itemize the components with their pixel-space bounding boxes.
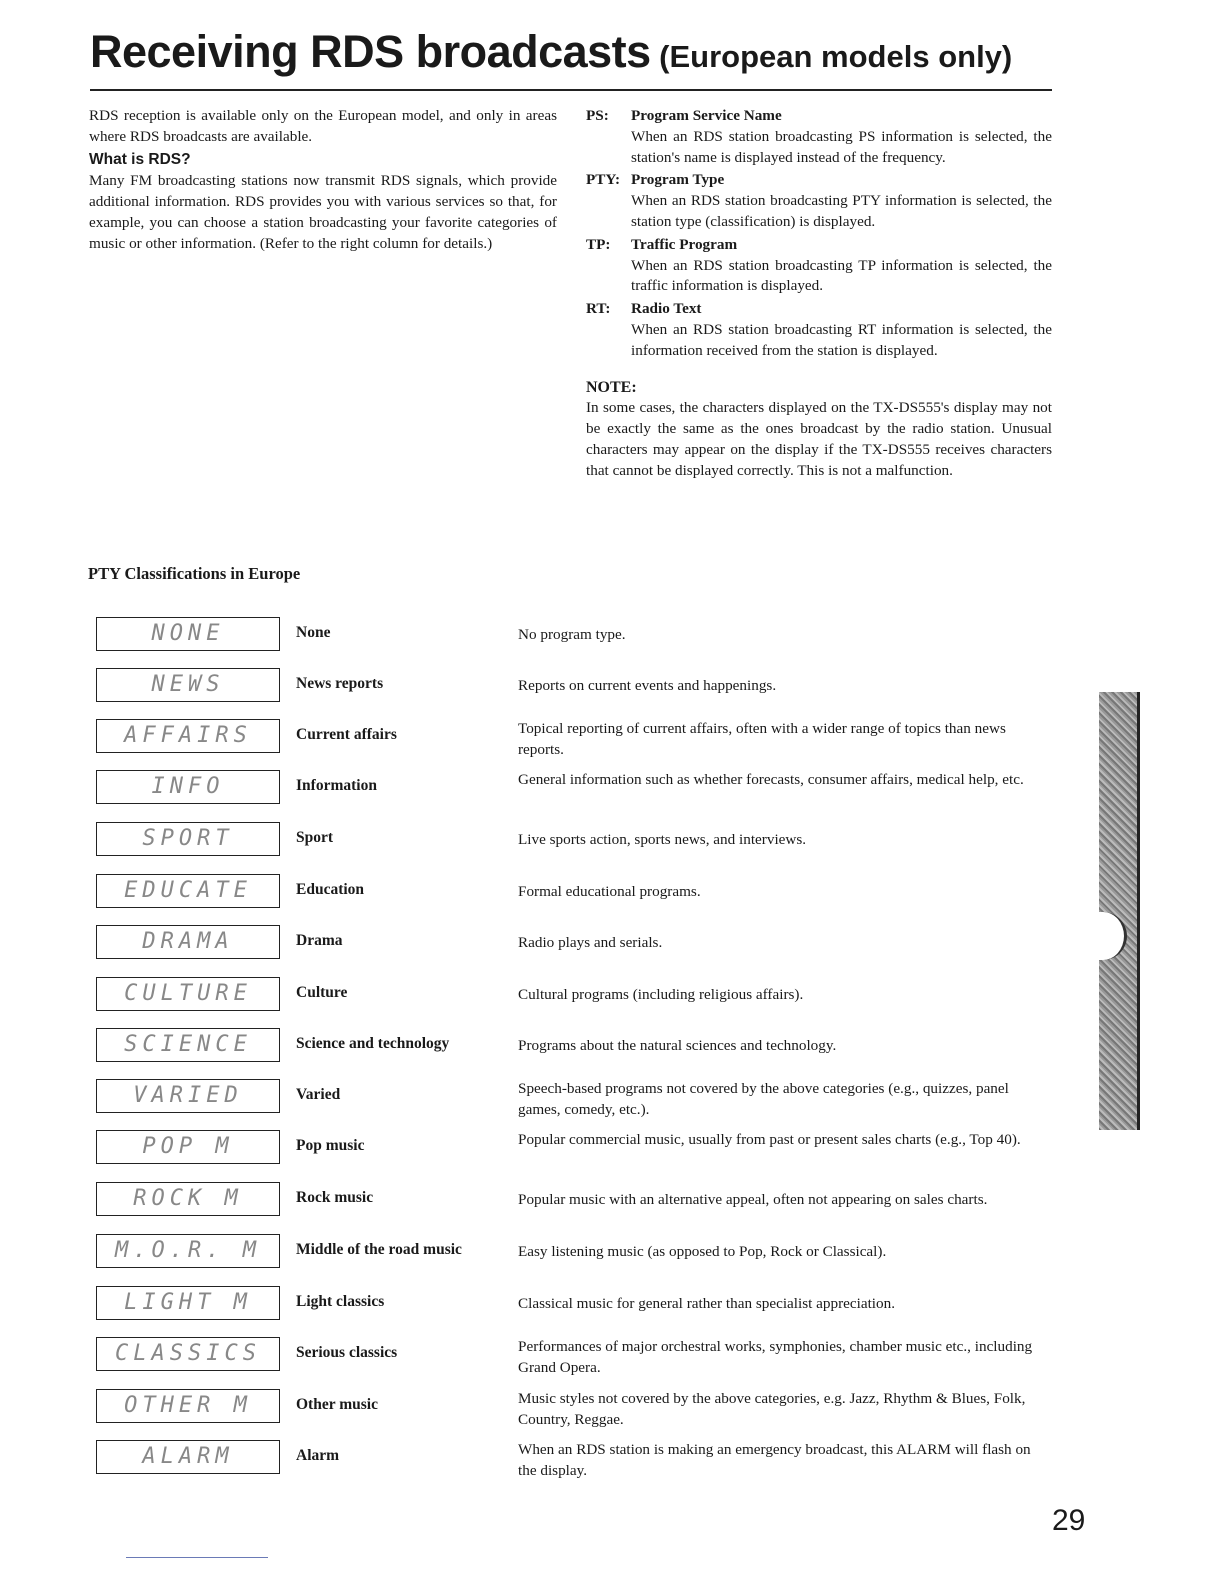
pty-description: Classical music for general rather than specialist appreciation.: [518, 1295, 896, 1312]
title-main: Receiving RDS broadcasts: [90, 26, 651, 77]
pty-row: [92, 925, 1052, 971]
lcd-display: VARIED: [96, 1079, 280, 1113]
term-name: Program Service Name: [631, 107, 782, 124]
intro-column: [89, 106, 557, 255]
pty-description: When an RDS station is making an emergency broadcast, this ALARM will flash on the display.: [518, 1441, 1031, 1479]
term-name: Program Type: [631, 171, 725, 189]
term-abbr: TP:: [586, 235, 611, 253]
footer-rule: [126, 1557, 268, 1558]
lcd-display: M.O.R. M: [96, 1234, 280, 1268]
section-edge-tab: [1099, 692, 1140, 1130]
note-text: In some cases, the characters displayed on the TX-DS555's display may not be exactly the same as the ones broadcast by the radio station. Unusual characters may appear on the display if the TX-DS555 receives characters that cannot be displayed correctly. This is not a malfunction.: [586, 399, 1052, 479]
pty-row: [92, 719, 1052, 765]
pty-description: Radio plays and serials.: [518, 934, 663, 951]
term-name: Radio Text: [631, 300, 702, 318]
pty-row: [92, 1440, 1052, 1486]
lcd-display: POP M: [96, 1130, 280, 1164]
pty-description: Topical reporting of current affairs, often with a wider range of topics than news reports.: [518, 720, 1006, 758]
pty-description: Formal educational programs.: [518, 883, 701, 900]
term-abbr: RT:: [586, 300, 611, 318]
pty-category: Sport: [296, 829, 334, 846]
pty-row: [92, 1286, 1052, 1332]
pty-category: Serious classics: [296, 1344, 398, 1361]
pty-row: [92, 874, 1052, 920]
pty-row: [92, 1234, 1052, 1280]
lcd-display: INFO: [96, 770, 280, 804]
pty-row: [92, 1389, 1052, 1435]
pty-row: [92, 617, 1052, 663]
terms-column: [586, 106, 1052, 482]
pty-category: News reports: [296, 675, 384, 692]
lcd-display: EDUCATE: [96, 874, 280, 908]
term-name: Traffic Program: [631, 235, 738, 253]
term-pty: [586, 170, 1052, 232]
term-desc: When an RDS station broadcasting TP information is selected, the traffic information is displayed.: [631, 256, 1052, 295]
pty-description: Live sports action, sports news, and interviews.: [518, 831, 807, 848]
lcd-display: ALARM: [96, 1440, 280, 1474]
availability-text: RDS reception is available only on the European model, and only in areas where RDS broadcasts are available.: [89, 107, 557, 145]
term-rt: [586, 299, 1052, 361]
lcd-display: CLASSICS: [96, 1337, 280, 1371]
pty-description: General information such as whether forecasts, consumer affairs, medical help, etc.: [518, 771, 1024, 788]
lcd-display: DRAMA: [96, 925, 280, 959]
pty-category: None: [296, 624, 331, 641]
pty-category: Alarm: [296, 1447, 340, 1464]
term-abbr: PS:: [586, 107, 609, 124]
pty-category: Drama: [296, 932, 343, 949]
pty-category: Pop music: [296, 1137, 365, 1154]
pty-category: Varied: [296, 1086, 341, 1103]
pty-row: [92, 1079, 1052, 1125]
note-label: NOTE:: [586, 378, 637, 396]
lcd-display: CULTURE: [96, 977, 280, 1011]
lcd-display: NONE: [96, 617, 280, 651]
pty-description: Speech-based programs not covered by the above categories (e.g., quizzes, panel games, comedy, etc.).: [518, 1080, 1009, 1118]
pty-category: Other music: [296, 1396, 378, 1413]
pty-description: Cultural programs (including religious affairs).: [518, 986, 804, 1003]
pty-row: [92, 1182, 1052, 1228]
rds-description: Many FM broadcasting stations now transmit RDS signals, which provide additional information. RDS provides you with various services so that, for example, you can choose a station broadcasting your favorite categories of music or other information. (Refer to the right column for details.): [89, 172, 557, 252]
lcd-display: AFFAIRS: [96, 719, 280, 753]
pty-description: Popular commercial music, usually from past or present sales charts (e.g., Top 40).: [518, 1131, 1021, 1148]
pty-category: Information: [296, 777, 377, 794]
title-sub: (European models only): [659, 39, 1013, 74]
term-tp: [586, 235, 1052, 297]
pty-description: Easy listening music (as opposed to Pop, Rock or Classical).: [518, 1243, 887, 1260]
lcd-display: OTHER M: [96, 1389, 280, 1423]
title-divider: [90, 89, 1052, 91]
lcd-display: NEWS: [96, 668, 280, 702]
lcd-display: SPORT: [96, 822, 280, 856]
pty-description: Music styles not covered by the above categories, e.g. Jazz, Rhythm & Blues, Folk, Country, Reggae.: [518, 1390, 1026, 1428]
lcd-display: ROCK M: [96, 1182, 280, 1216]
page-number: 29: [1052, 1504, 1086, 1537]
term-desc: When an RDS station broadcasting PTY information is selected, the station type (classification) is displayed.: [631, 192, 1052, 230]
pty-category: Light classics: [296, 1293, 385, 1310]
pty-row: [92, 822, 1052, 868]
term-desc: When an RDS station broadcasting RT information is selected, the information received from the station is displayed.: [631, 320, 1052, 359]
pty-row: [92, 1337, 1052, 1383]
pty-category: Education: [296, 881, 365, 898]
pty-category: Science and technology: [296, 1035, 450, 1052]
term-abbr: PTY:: [586, 171, 621, 189]
pty-description: No program type.: [518, 626, 626, 643]
page-title: [90, 26, 1050, 78]
term-desc: When an RDS station broadcasting PS information is selected, the station's name is displayed instead of the frequency.: [631, 127, 1052, 166]
pty-row: [92, 1028, 1052, 1074]
pty-category: Rock music: [296, 1189, 374, 1206]
term-ps: [586, 106, 1052, 168]
pty-description: Performances of major orchestral works, symphonies, chamber music etc., including Grand Opera.: [518, 1338, 1033, 1376]
pty-category: Current affairs: [296, 726, 397, 743]
pty-row: [92, 1130, 1052, 1176]
pty-heading: PTY Classifications in Europe: [88, 564, 301, 583]
note-block: [586, 378, 1052, 482]
pty-row: [92, 770, 1052, 816]
pty-category: Culture: [296, 984, 348, 1001]
pty-row: [92, 977, 1052, 1023]
what-is-rds-heading: What is RDS?: [89, 150, 191, 168]
pty-description: Reports on current events and happenings.: [518, 677, 777, 694]
lcd-display: LIGHT M: [96, 1286, 280, 1320]
pty-row: [92, 668, 1052, 714]
lcd-display: SCIENCE: [96, 1028, 280, 1062]
pty-category: Middle of the road music: [296, 1241, 462, 1258]
pty-description: Popular music with an alternative appeal, often not appearing on sales charts.: [518, 1191, 988, 1208]
pty-description: Programs about the natural sciences and technology.: [518, 1037, 837, 1054]
